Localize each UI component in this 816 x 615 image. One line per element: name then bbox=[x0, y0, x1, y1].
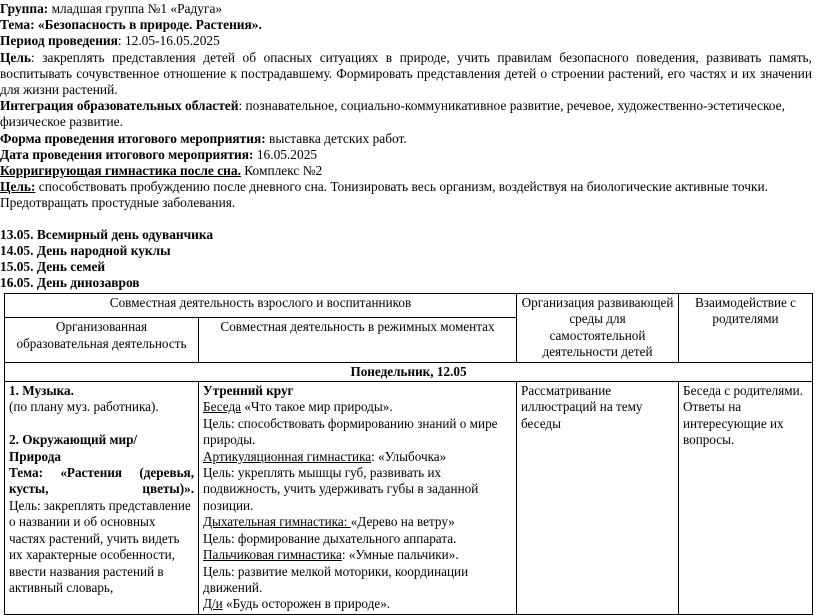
date-value: 16.05.2025 bbox=[253, 146, 318, 162]
table-header-row bbox=[5, 294, 813, 318]
finger-line bbox=[203, 547, 512, 563]
regime-cell bbox=[199, 382, 517, 615]
parents-header: Взаимодействие с родителями bbox=[679, 294, 813, 363]
group-label: Группа: bbox=[0, 1, 49, 16]
parents-cell: Беседа с родителями. Ответы на интересующие их вопросы. bbox=[679, 382, 813, 615]
breath-label: Дыхательная гимнастика: bbox=[203, 514, 351, 530]
form-label: Форма проведения итогового мероприятия: bbox=[0, 130, 266, 146]
day-item: 16.05. День динозавров bbox=[0, 275, 140, 291]
artic-text: : «Улыбочка» bbox=[371, 448, 447, 464]
theme-value: «Безопасность в природе. Растения». bbox=[37, 17, 262, 33]
world-title: 2. Окружающий мир/ bbox=[9, 432, 138, 448]
finger-goal: Цель: развитие мелкой моторики, координации движений. bbox=[203, 563, 469, 595]
form-line bbox=[0, 131, 812, 147]
integration-label: Интеграция образовательных областей bbox=[0, 98, 239, 114]
theme-label: Тема: bbox=[0, 17, 38, 33]
talk-goal: Цель: способствовать формированию знаний о мире природы. bbox=[203, 415, 498, 448]
gym-goal-label: Цель: bbox=[0, 179, 36, 195]
joint-activity-header: Совместная деятельность взрослого и воспитанников bbox=[5, 294, 517, 318]
music-title: 1. Музыка. bbox=[9, 383, 74, 399]
plan-header bbox=[0, 1, 812, 291]
breath-line bbox=[203, 514, 512, 530]
day-item: 14.05. День народной куклы bbox=[0, 242, 171, 258]
day-item: 15.05. День семей bbox=[0, 259, 106, 275]
environment-header: Организация развивающей среды для самостоятельной деятельности детей bbox=[517, 294, 679, 363]
artic-label: Артикуляционная гимнастика bbox=[203, 448, 372, 464]
goal-paragraph bbox=[0, 50, 812, 99]
period-value: : 12.05-16.05.2025 bbox=[117, 33, 220, 49]
breath-text: «Дерево на ветру» bbox=[350, 514, 455, 530]
period-label: Период проведения bbox=[0, 33, 118, 49]
date-line bbox=[0, 147, 812, 163]
gym-goal-paragraph bbox=[0, 179, 812, 211]
game-label: Д/и bbox=[203, 596, 223, 612]
goal-label: Цель bbox=[0, 49, 31, 65]
day-title: Понедельник, 12.05 bbox=[5, 362, 813, 381]
environment-cell: Рассматривание иллюстраций на тему беседы bbox=[517, 382, 679, 615]
finger-text: : «Умные пальчики». bbox=[341, 547, 459, 563]
goal-text: : закреплять представления детей об опасных ситуациях в природе, учить правилам безопасного поведения, развивать память, воспитывать сочувственное отношение к пострадавшему. Формировать представления детей о строении растений, его частях и их значении для жизни растений. bbox=[0, 49, 812, 98]
gym-value: Комплекс №2 bbox=[240, 163, 323, 179]
integration-text: : познавательное, социально-коммуникативное развитие, речевое, художественно-эстетическое, физическое развитие. bbox=[0, 98, 785, 130]
game-line bbox=[203, 596, 512, 612]
group-value: младшая группа №1 «Радуга» bbox=[48, 1, 223, 16]
world-subtitle: Природа bbox=[9, 448, 62, 464]
world-goal: Цель: закреплять представление о названии и об основных частях растений, учить видеть их характерные особенности, ввести названия растений в активный словарь, bbox=[9, 497, 191, 595]
music-note: (по плану муз. работника). bbox=[9, 399, 159, 415]
integration-paragraph bbox=[0, 98, 812, 130]
plan-table bbox=[4, 293, 813, 615]
talk-label: Беседа bbox=[203, 399, 242, 415]
organized-cell bbox=[5, 382, 199, 615]
group-line bbox=[0, 1, 812, 17]
organized-header: Организованная образовательная деятельность bbox=[5, 318, 199, 363]
theme-line bbox=[0, 17, 812, 33]
regime-header: Совместная деятельность в режимных моментах bbox=[199, 318, 517, 363]
day-row bbox=[5, 362, 813, 381]
gym-label: Корригирующая гимнастика после сна. bbox=[0, 163, 241, 179]
period-line bbox=[0, 33, 812, 49]
artic-goal: Цель: укреплять мышцы губ, развивать их подвижность, учить удерживать губы в заданной позиции. bbox=[203, 465, 479, 513]
date-label: Дата проведения итогового мероприятия: bbox=[0, 146, 254, 162]
morning-circle: Утренний круг bbox=[203, 383, 294, 399]
gym-line bbox=[0, 163, 812, 179]
breath-goal: Цель: формирование дыхательного аппарата. bbox=[203, 530, 457, 546]
game-text: «Будь осторожен в природе». bbox=[222, 596, 391, 612]
finger-label: Пальчиковая гимнастика bbox=[203, 547, 342, 563]
world-theme: Тема: «Растения (деревья, кусты, цветы)». bbox=[9, 465, 194, 497]
talk-text: «Что такое мир природы». bbox=[241, 399, 393, 415]
talk-line bbox=[203, 399, 512, 415]
gym-goal-text: способствовать пробуждению после дневного сна. Тонизировать весь организм, воздействуя на биологические активные точки. Предотвращать простудные заболевания. bbox=[0, 179, 768, 211]
artic-line bbox=[203, 449, 512, 465]
table-row bbox=[5, 382, 813, 615]
day-item: 13.05. Всемирный день одуванчика bbox=[0, 226, 214, 242]
form-value: выставка детских работ. bbox=[265, 130, 407, 146]
